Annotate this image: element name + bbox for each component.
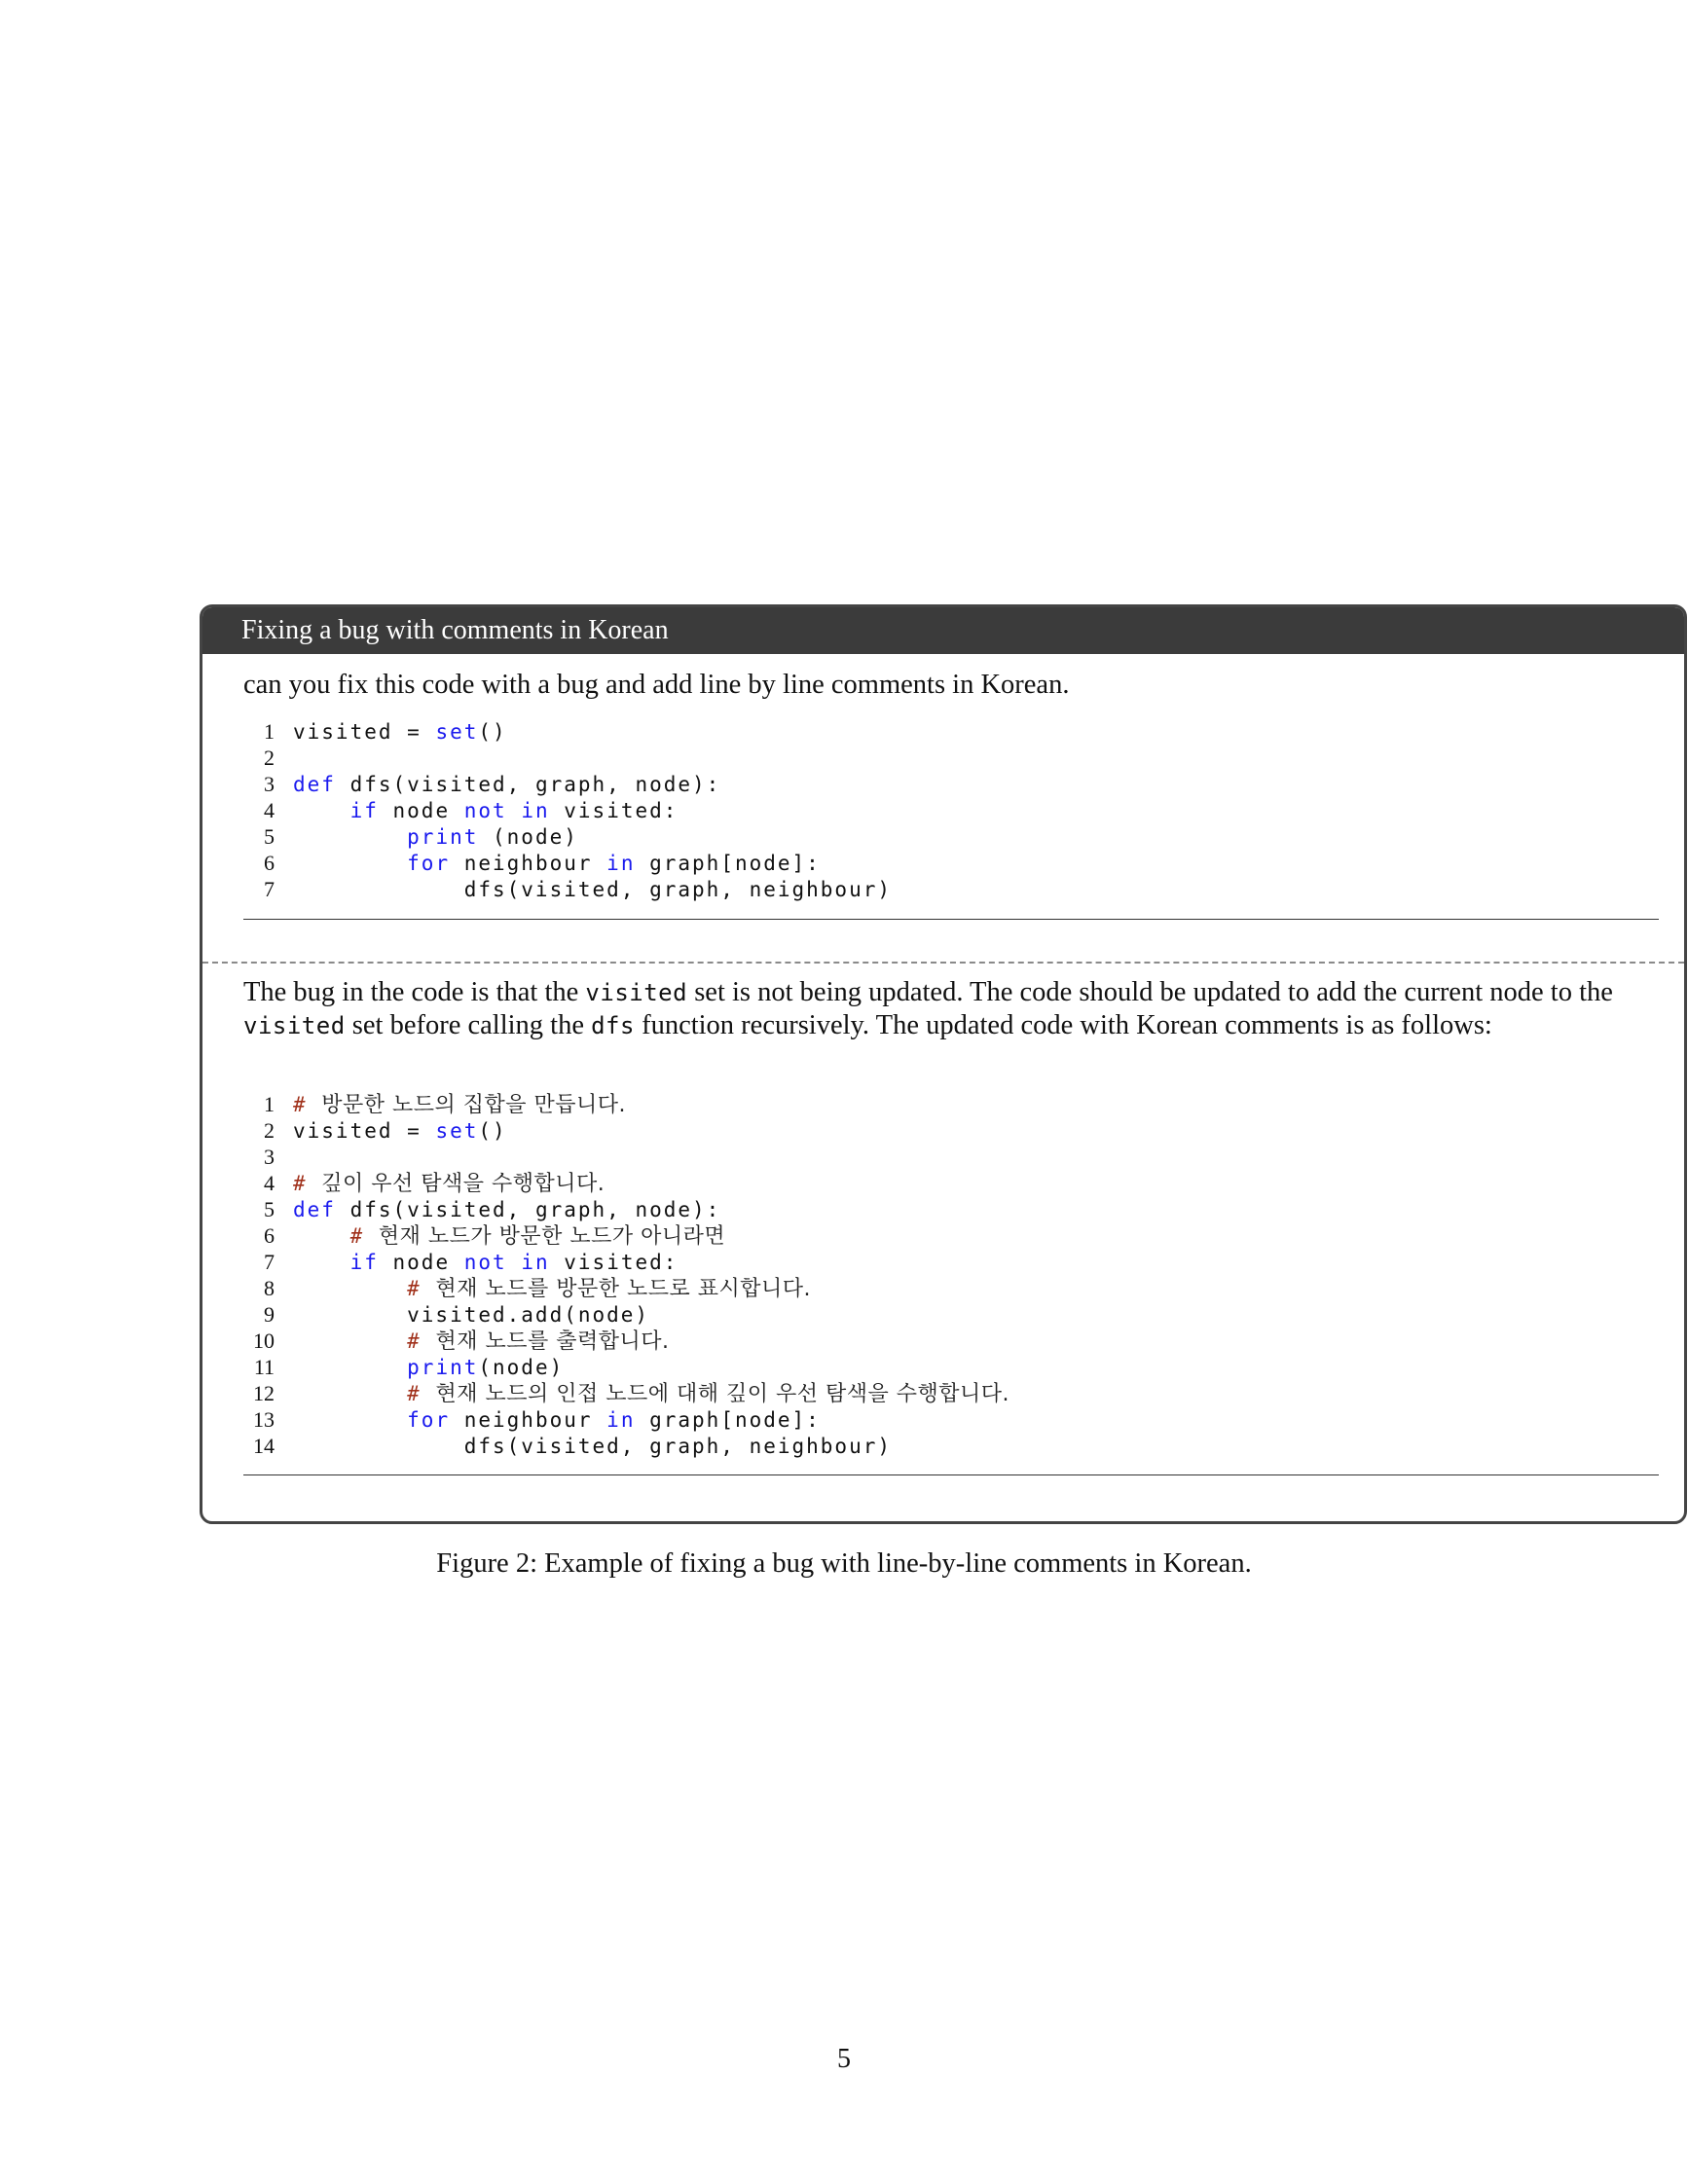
code-line	[243, 1170, 1659, 1196]
code-keyword: in	[521, 799, 550, 822]
code-keyword: def	[293, 1198, 336, 1221]
code-line	[243, 1117, 1659, 1144]
code-line	[243, 718, 1659, 745]
code-text	[507, 799, 522, 822]
inline-code-visited: visited	[585, 979, 688, 1006]
prompt-text: can you fix this code with a bug and add line by line comments in Korean.	[243, 670, 1070, 700]
line-number: 8	[264, 1276, 275, 1300]
line-number: 4	[264, 798, 275, 822]
line-number: 12	[253, 1381, 275, 1405]
response-text-part: The bug in the code is that the	[243, 977, 586, 1007]
code-keyword: set	[435, 720, 479, 744]
line-number: 2	[264, 746, 275, 770]
response-text-part: set before calling the	[345, 1010, 592, 1040]
line-number: 7	[264, 877, 275, 901]
code-comment: #	[293, 1093, 322, 1116]
inline-code-visited: visited	[243, 1012, 346, 1039]
code-text: ()	[478, 1119, 507, 1143]
code-keyword: print	[407, 1356, 479, 1379]
code-line	[243, 771, 1659, 797]
code-keyword: not	[463, 799, 507, 822]
code-text: neighbour	[450, 852, 607, 875]
code-text: neighbour	[450, 1408, 607, 1432]
code-line	[243, 745, 1659, 771]
code-line	[243, 876, 1659, 902]
code-text	[293, 1251, 350, 1274]
line-number: 10	[253, 1329, 275, 1353]
code-text: node	[378, 1251, 464, 1274]
code-text	[293, 1329, 407, 1353]
code-keyword: if	[349, 1251, 379, 1274]
line-number: 11	[253, 1355, 275, 1379]
code-text	[293, 1224, 350, 1248]
code-line	[243, 850, 1659, 876]
line-number: 13	[253, 1407, 275, 1432]
code-line	[243, 1091, 1659, 1117]
response-text	[243, 976, 1645, 1042]
line-number: 3	[264, 1145, 275, 1169]
code-text: dfs(visited, graph, neighbour)	[293, 1435, 893, 1458]
code-comment: 현재 노드의 인접 노드에 대해 깊이 우선 탐색을 수행합니다.	[435, 1382, 1009, 1406]
line-number: 3	[264, 772, 275, 796]
line-number: 4	[264, 1171, 275, 1195]
line-number: 5	[264, 1197, 275, 1221]
code-text: visited.add(node)	[293, 1303, 650, 1327]
code-text: node	[378, 799, 464, 822]
code-text	[293, 1277, 407, 1300]
code-comment: #	[407, 1277, 436, 1300]
code-text: graph[node]:	[635, 1408, 821, 1432]
prompt-code-listing	[243, 718, 1659, 902]
code-text: ()	[478, 720, 507, 744]
response-text-part: function recursively. The updated code with Korean comments is as follows:	[634, 1010, 1492, 1040]
code-line	[243, 1249, 1659, 1275]
example-box	[200, 604, 1687, 1524]
code-line	[243, 1301, 1659, 1328]
code-line	[243, 1275, 1659, 1301]
code-keyword: if	[349, 799, 379, 822]
code-keyword: not	[463, 1251, 507, 1274]
code-line	[243, 1144, 1659, 1170]
code-text	[507, 1251, 522, 1274]
code-line	[243, 1433, 1659, 1459]
code-keyword: in	[606, 852, 636, 875]
code-text	[293, 1382, 407, 1405]
code-comment: 현재 노드가 방문한 노드가 아니라면	[378, 1224, 726, 1249]
code-keyword: set	[435, 1119, 479, 1143]
line-number: 6	[264, 1223, 275, 1248]
line-number: 14	[253, 1434, 275, 1458]
code-comment: 깊이 우선 탐색을 수행합니다.	[321, 1172, 605, 1196]
figure-caption: Figure 2: Example of fixing a bug with line-by-line comments in Korean.	[436, 1548, 1252, 1579]
code-text	[293, 852, 407, 875]
line-number: 5	[264, 824, 275, 849]
code-text: (node)	[478, 1356, 565, 1379]
code-keyword: in	[606, 1408, 636, 1432]
line-number: 1	[264, 1092, 275, 1116]
code-line	[243, 1196, 1659, 1222]
code-comment: #	[293, 1172, 322, 1195]
page-number: 5	[837, 2044, 851, 2074]
inline-code-dfs: dfs	[591, 1012, 635, 1039]
line-number: 7	[264, 1250, 275, 1274]
line-number: 1	[264, 719, 275, 744]
line-number: 9	[264, 1302, 275, 1327]
code-comment: #	[407, 1382, 436, 1405]
line-number: 6	[264, 851, 275, 875]
code-keyword: print	[407, 825, 479, 849]
prompt-code-rule	[243, 919, 1659, 920]
code-comment: #	[349, 1224, 379, 1248]
code-text	[293, 825, 407, 849]
code-text	[293, 799, 350, 822]
code-text: dfs(visited, graph, node):	[335, 1198, 721, 1221]
code-text: visited =	[293, 720, 436, 744]
code-comment: #	[407, 1329, 436, 1353]
code-text	[293, 1408, 407, 1432]
code-text: (node)	[478, 825, 578, 849]
code-line	[243, 1380, 1659, 1406]
response-code-rule	[243, 1474, 1659, 1475]
code-line	[243, 1222, 1659, 1249]
code-comment: 방문한 노드의 집합을 만듭니다.	[321, 1093, 627, 1117]
code-line	[243, 823, 1659, 850]
code-line	[243, 1406, 1659, 1433]
line-number: 2	[264, 1118, 275, 1143]
response-text-part: set is not being updated. The code should be updated to add the current node to the	[687, 977, 1613, 1007]
code-text: visited =	[293, 1119, 436, 1143]
response-code-listing	[243, 1091, 1659, 1459]
code-text: visited:	[549, 799, 679, 822]
code-text: dfs(visited, graph, node):	[335, 773, 721, 796]
code-text: dfs(visited, graph, neighbour)	[293, 878, 893, 901]
dashed-separator	[202, 962, 1684, 964]
code-line	[243, 797, 1659, 823]
box-title: Fixing a bug with comments in Korean	[202, 607, 1684, 654]
code-line	[243, 1328, 1659, 1354]
code-text: graph[node]:	[635, 852, 821, 875]
code-line	[243, 1354, 1659, 1380]
code-text	[293, 1356, 407, 1379]
code-keyword: def	[293, 773, 336, 796]
code-keyword: for	[407, 852, 451, 875]
code-keyword: for	[407, 1408, 451, 1432]
code-text: visited:	[549, 1251, 679, 1274]
code-keyword: in	[521, 1251, 550, 1274]
code-comment: 현재 노드를 출력합니다.	[435, 1329, 670, 1354]
code-comment: 현재 노드를 방문한 노드로 표시합니다.	[435, 1277, 811, 1301]
